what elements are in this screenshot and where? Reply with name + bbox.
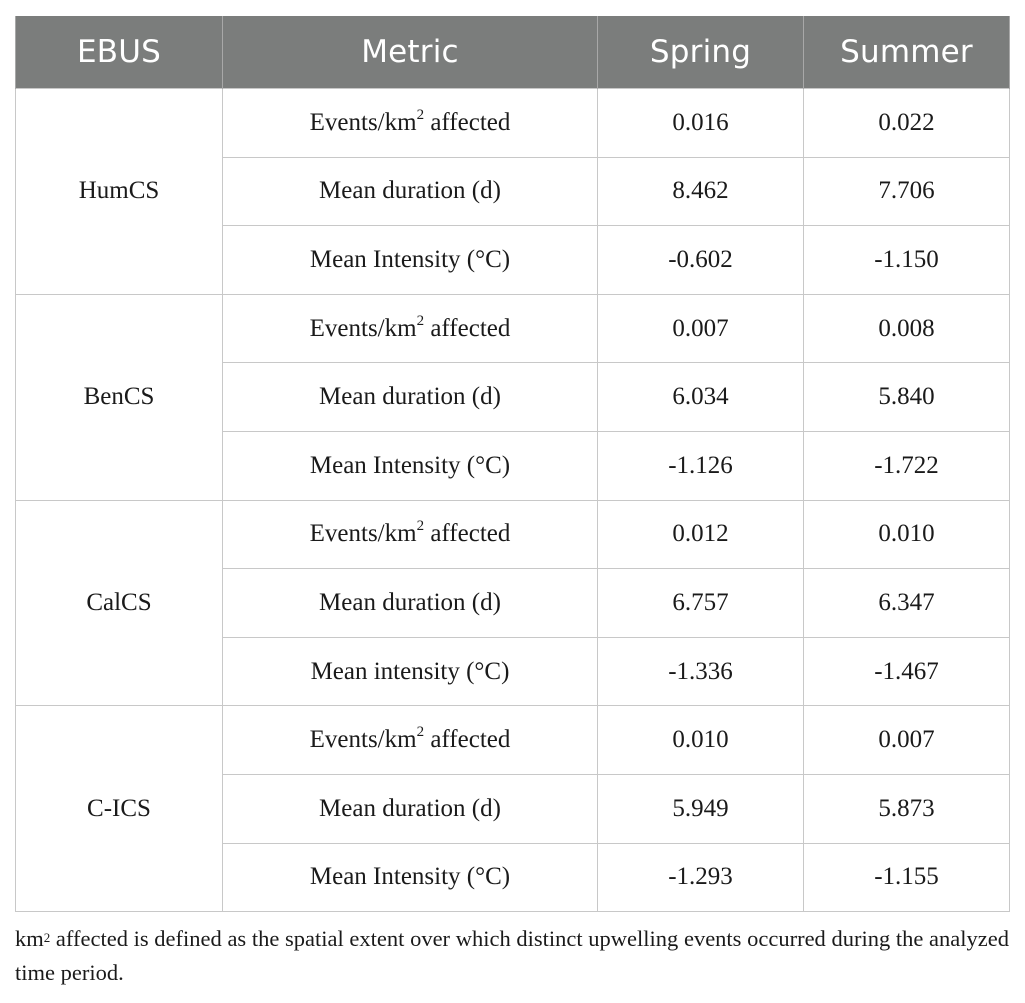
spring-value: 0.010: [598, 706, 804, 775]
spring-value: -1.126: [598, 431, 804, 500]
metric-cell: Mean duration (d): [223, 157, 598, 226]
summer-value: 6.347: [804, 569, 1010, 638]
metric-cell: [223, 706, 598, 775]
spring-value: 0.007: [598, 294, 804, 363]
summer-value: 0.010: [804, 500, 1010, 569]
header-ebus: EBUS: [16, 16, 223, 89]
metric-cell: Mean intensity (°C): [223, 637, 598, 706]
metric-cell: [223, 294, 598, 363]
metric-cell: Mean Intensity (°C): [223, 226, 598, 295]
footnote-unit: km: [15, 926, 44, 951]
metric-label: Events/km: [309, 108, 417, 136]
footnote-text: affected is defined as the spatial extent over which distinct upwelling events occurred during the analyzed time period.: [15, 926, 1009, 985]
metric-cell: [223, 500, 598, 569]
ebus-group-cell: HumCS: [16, 89, 223, 295]
table-header: [16, 16, 1010, 89]
summer-value: 7.706: [804, 157, 1010, 226]
summer-value: 0.022: [804, 89, 1010, 158]
spring-value: 6.034: [598, 363, 804, 432]
superscript: 2: [416, 106, 425, 123]
table-row: [16, 706, 1010, 775]
spring-value: -1.293: [598, 843, 804, 912]
spring-value: -1.336: [598, 637, 804, 706]
metric-label-suffix: affected: [424, 108, 511, 136]
ebus-group-cell: BenCS: [16, 294, 223, 500]
summer-value: 5.873: [804, 774, 1010, 843]
summer-value: 0.007: [804, 706, 1010, 775]
header-summer: Summer: [804, 16, 1010, 89]
summer-value: -1.150: [804, 226, 1010, 295]
summer-value: -1.155: [804, 843, 1010, 912]
metric-cell: Mean Intensity (°C): [223, 431, 598, 500]
spring-value: -0.602: [598, 226, 804, 295]
metric-label: Events/km: [309, 314, 417, 342]
metric-label: Events/km: [309, 520, 417, 548]
spring-value: 8.462: [598, 157, 804, 226]
table-row: [16, 89, 1010, 158]
metric-label-suffix: affected: [424, 314, 511, 342]
metric-cell: Mean duration (d): [223, 774, 598, 843]
spring-value: 0.016: [598, 89, 804, 158]
table-body: [16, 89, 1010, 912]
table-row: [16, 294, 1010, 363]
spring-value: 6.757: [598, 569, 804, 638]
superscript: 2: [416, 518, 425, 535]
summer-value: -1.722: [804, 431, 1010, 500]
ebus-metrics-table: [15, 16, 1010, 912]
metric-label: Events/km: [309, 726, 417, 754]
metric-cell: Mean duration (d): [223, 363, 598, 432]
table-row: [16, 500, 1010, 569]
table-footnote: [15, 922, 1009, 990]
footnote-superscript: 2: [43, 930, 51, 945]
metric-label-suffix: affected: [424, 520, 511, 548]
superscript: 2: [416, 724, 425, 741]
spring-value: 0.012: [598, 500, 804, 569]
metric-cell: Mean Intensity (°C): [223, 843, 598, 912]
header-metric: Metric: [223, 16, 598, 89]
metric-cell: [223, 89, 598, 158]
superscript: 2: [416, 312, 425, 329]
header-spring: Spring: [598, 16, 804, 89]
spring-value: 5.949: [598, 774, 804, 843]
metric-label-suffix: affected: [424, 726, 511, 754]
data-table-container: [15, 16, 1009, 912]
summer-value: 0.008: [804, 294, 1010, 363]
summer-value: 5.840: [804, 363, 1010, 432]
ebus-group-cell: CalCS: [16, 500, 223, 706]
header-row: [16, 16, 1010, 89]
metric-cell: Mean duration (d): [223, 569, 598, 638]
summer-value: -1.467: [804, 637, 1010, 706]
ebus-group-cell: C-ICS: [16, 706, 223, 912]
